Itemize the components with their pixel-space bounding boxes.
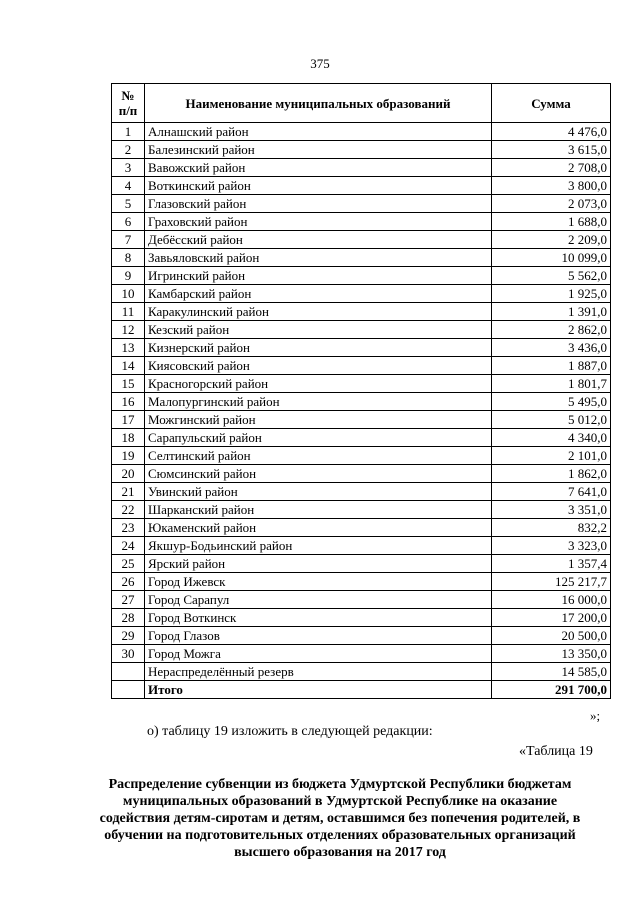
row-name: Юкаменский район [145, 519, 492, 537]
row-name: Глазовский район [145, 195, 492, 213]
row-sum: 1 801,7 [492, 375, 611, 393]
row-number: 1 [112, 123, 145, 141]
row-sum: 1 391,0 [492, 303, 611, 321]
row-name: Игринский район [145, 267, 492, 285]
table-row [112, 267, 611, 285]
row-sum: 2 708,0 [492, 159, 611, 177]
row-name: Кизнерский район [145, 339, 492, 357]
amendment-paragraph: о) таблицу 19 изложить в следующей редакции: [147, 724, 433, 739]
row-number: 9 [112, 267, 145, 285]
row-name: Малопургинский район [145, 393, 492, 411]
row-sum: 2 862,0 [492, 321, 611, 339]
row-sum: 1 887,0 [492, 357, 611, 375]
table-row [112, 159, 611, 177]
row-number: 14 [112, 357, 145, 375]
row-number: 20 [112, 465, 145, 483]
table-row [112, 609, 611, 627]
row-name: Увинский район [145, 483, 492, 501]
row-sum: 3 800,0 [492, 177, 611, 195]
row-sum: 3 615,0 [492, 141, 611, 159]
row-sum: 5 012,0 [492, 411, 611, 429]
row-sum: 4 340,0 [492, 429, 611, 447]
table-row [112, 573, 611, 591]
header-num: № п/п [112, 84, 145, 123]
row-number: 30 [112, 645, 145, 663]
row-number: 15 [112, 375, 145, 393]
table-row [112, 627, 611, 645]
total-sum: 291 700,0 [492, 681, 611, 699]
table-row [112, 375, 611, 393]
row-sum: 3 323,0 [492, 537, 611, 555]
row-number [112, 663, 145, 681]
header-name: Наименование муниципальных образований [145, 84, 492, 123]
table-header-row [112, 84, 611, 123]
row-name: Киясовский район [145, 357, 492, 375]
row-number: 11 [112, 303, 145, 321]
row-name: Можгинский район [145, 411, 492, 429]
row-number: 28 [112, 609, 145, 627]
row-sum: 832,2 [492, 519, 611, 537]
subsidy-table [111, 83, 611, 699]
header-sum: Сумма [492, 84, 611, 123]
total-num [112, 681, 145, 699]
row-number: 6 [112, 213, 145, 231]
row-sum: 5 562,0 [492, 267, 611, 285]
row-number: 3 [112, 159, 145, 177]
table-row [112, 339, 611, 357]
row-name: Ярский район [145, 555, 492, 573]
row-name: Балезинский район [145, 141, 492, 159]
row-sum: 1 357,4 [492, 555, 611, 573]
row-name: Селтинский район [145, 447, 492, 465]
table-row [112, 357, 611, 375]
row-sum: 14 585,0 [492, 663, 611, 681]
table-row [112, 465, 611, 483]
row-name: Город Ижевск [145, 573, 492, 591]
row-name: Алнашский район [145, 123, 492, 141]
row-sum: 3 436,0 [492, 339, 611, 357]
row-sum: 1 688,0 [492, 213, 611, 231]
row-number: 2 [112, 141, 145, 159]
row-sum: 1 862,0 [492, 465, 611, 483]
row-name: Завьяловский район [145, 249, 492, 267]
total-label: Итого [145, 681, 492, 699]
row-number: 27 [112, 591, 145, 609]
table-row [112, 591, 611, 609]
table-row [112, 555, 611, 573]
row-name: Вавожский район [145, 159, 492, 177]
total-row [112, 681, 611, 699]
row-number: 16 [112, 393, 145, 411]
row-sum: 7 641,0 [492, 483, 611, 501]
table-row [112, 141, 611, 159]
row-number: 4 [112, 177, 145, 195]
row-sum: 10 099,0 [492, 249, 611, 267]
row-sum: 2 101,0 [492, 447, 611, 465]
row-number: 29 [112, 627, 145, 645]
row-sum: 1 925,0 [492, 285, 611, 303]
row-name: Каракулинский район [145, 303, 492, 321]
row-number: 24 [112, 537, 145, 555]
table-row [112, 285, 611, 303]
row-name: Шарканский район [145, 501, 492, 519]
row-sum: 3 351,0 [492, 501, 611, 519]
closing-mark: »; [590, 708, 601, 723]
table-row [112, 213, 611, 231]
row-sum: 4 476,0 [492, 123, 611, 141]
table-row [112, 447, 611, 465]
row-sum: 16 000,0 [492, 591, 611, 609]
row-number: 12 [112, 321, 145, 339]
table-row [112, 231, 611, 249]
row-sum: 17 200,0 [492, 609, 611, 627]
table-row [112, 195, 611, 213]
row-number: 18 [112, 429, 145, 447]
row-number: 8 [112, 249, 145, 267]
row-number: 5 [112, 195, 145, 213]
row-name: Камбарский район [145, 285, 492, 303]
table-row [112, 663, 611, 681]
table-row [112, 123, 611, 141]
row-number: 25 [112, 555, 145, 573]
row-name: Дебёсский район [145, 231, 492, 249]
row-number: 13 [112, 339, 145, 357]
table-reference: «Таблица 19 [519, 744, 593, 759]
table-row [112, 537, 611, 555]
row-name: Город Можга [145, 645, 492, 663]
row-name: Сарапульский район [145, 429, 492, 447]
row-sum: 5 495,0 [492, 393, 611, 411]
row-sum: 13 350,0 [492, 645, 611, 663]
row-number: 23 [112, 519, 145, 537]
table-row [112, 393, 611, 411]
page-number: 375 [310, 56, 330, 71]
table-row [112, 483, 611, 501]
row-name: Нераспределённый резерв [145, 663, 492, 681]
row-name: Кезский район [145, 321, 492, 339]
table-row [112, 429, 611, 447]
row-sum: 125 217,7 [492, 573, 611, 591]
row-number: 22 [112, 501, 145, 519]
table-row [112, 411, 611, 429]
section-heading: Распределение субвенции из бюджета Удмуртской Республики бюджетам муниципальных образований в Удмуртской Республике на оказание содействия детям-сиротам и детям, оставшимся без попечения родителей, в обучении на подготовительных отделениях образовательных организаций высшего образования на 2017 год [99, 777, 581, 860]
row-number: 19 [112, 447, 145, 465]
row-name: Город Сарапул [145, 591, 492, 609]
row-number: 17 [112, 411, 145, 429]
row-number: 26 [112, 573, 145, 591]
table-row [112, 321, 611, 339]
table-row [112, 501, 611, 519]
table-body [112, 123, 611, 699]
row-sum: 20 500,0 [492, 627, 611, 645]
row-name: Граховский район [145, 213, 492, 231]
row-name: Красногорский район [145, 375, 492, 393]
table-row [112, 519, 611, 537]
row-name: Сюмсинский район [145, 465, 492, 483]
table-row [112, 645, 611, 663]
row-sum: 2 073,0 [492, 195, 611, 213]
table-row [112, 303, 611, 321]
row-sum: 2 209,0 [492, 231, 611, 249]
row-number: 7 [112, 231, 145, 249]
row-name: Воткинский район [145, 177, 492, 195]
table-row [112, 249, 611, 267]
row-name: Якшур-Бодьинский район [145, 537, 492, 555]
row-name: Город Глазов [145, 627, 492, 645]
row-name: Город Воткинск [145, 609, 492, 627]
row-number: 21 [112, 483, 145, 501]
table-row [112, 177, 611, 195]
row-number: 10 [112, 285, 145, 303]
